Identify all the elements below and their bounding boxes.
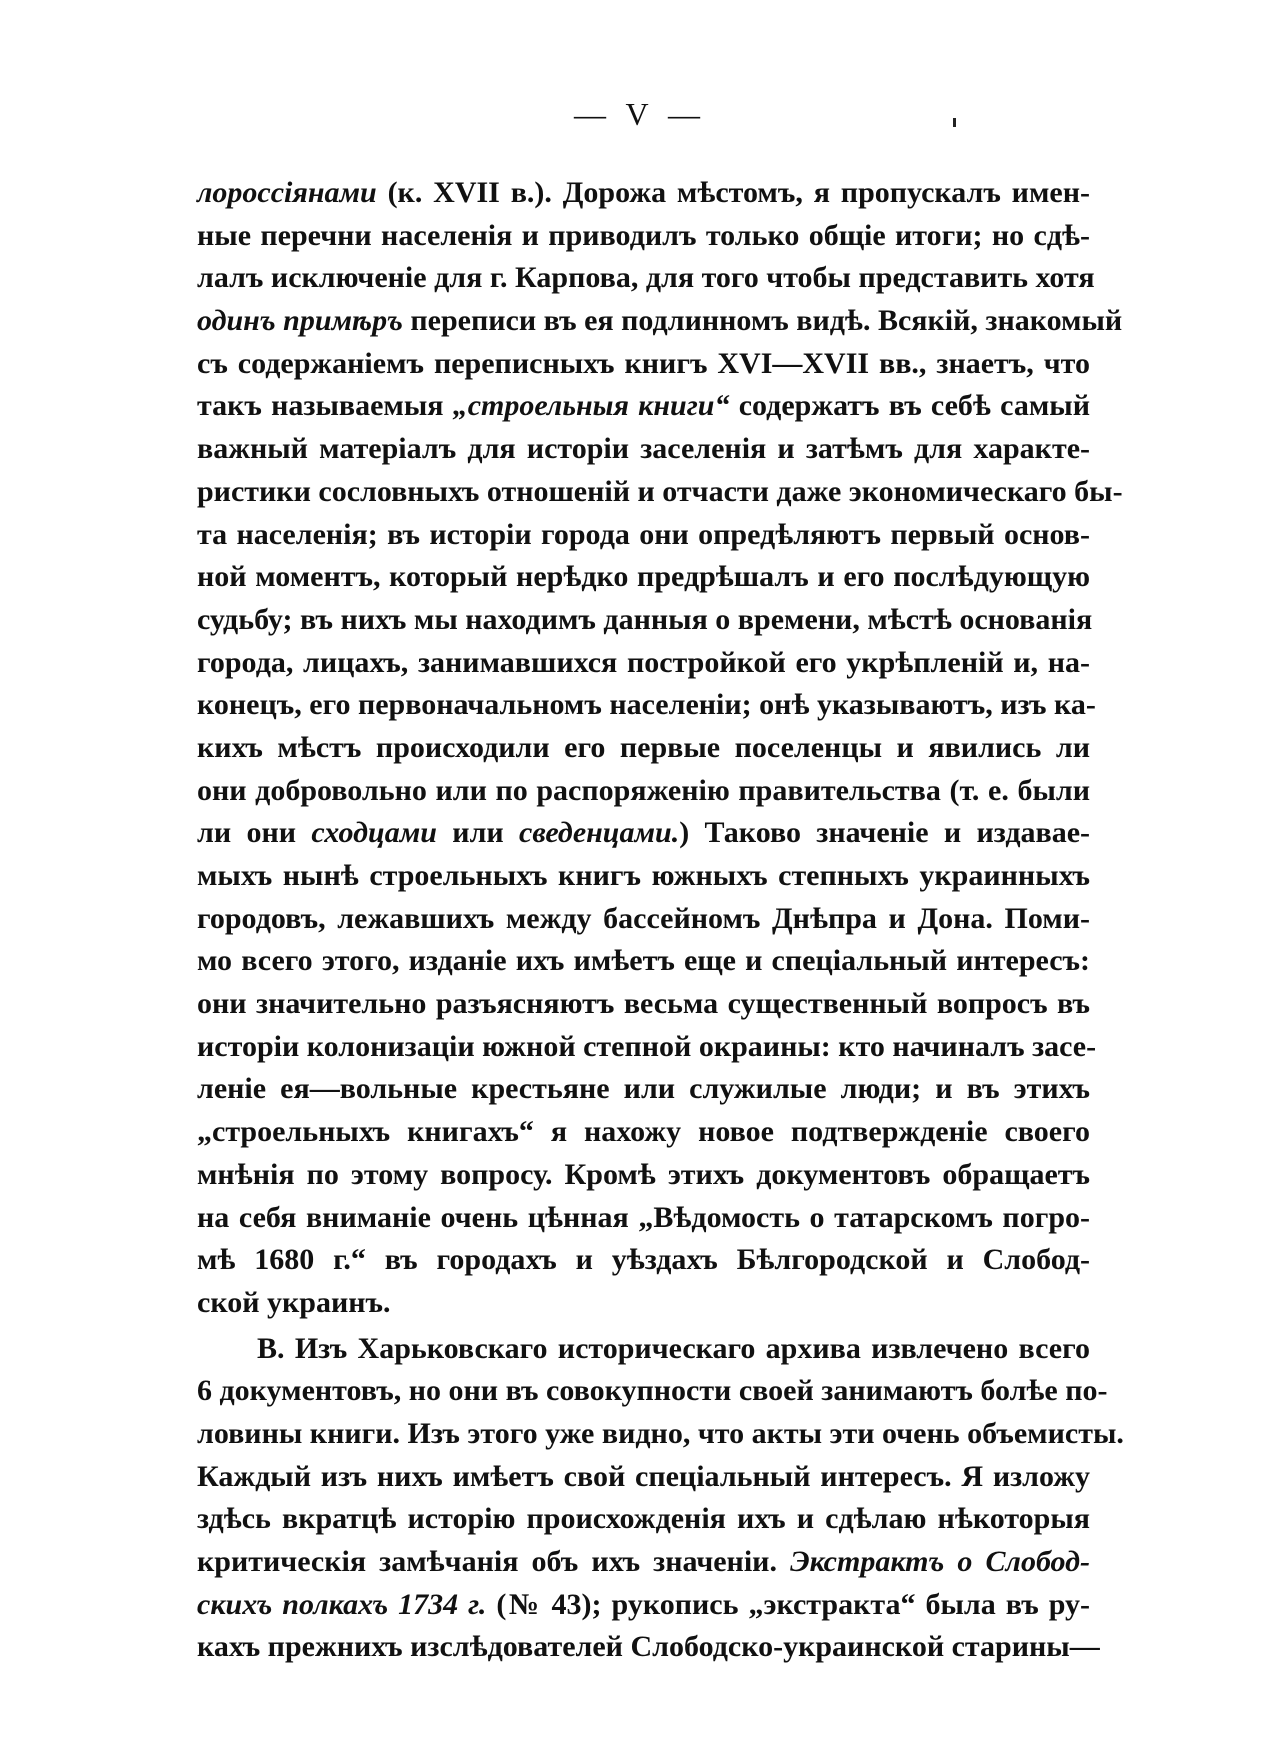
text-run: Каждый изъ нихъ имѣетъ свой спецiальный интересъ. Я изложу (197, 1459, 1090, 1493)
text-run: критическiя замѣчанiя объ ихъ значенiи. (197, 1545, 791, 1578)
text-line (197, 642, 1090, 685)
text-run: „строельныхъ книгахъ“ я нахожу новое подтвержденiе своего (197, 1115, 1090, 1149)
text-line (197, 727, 1090, 770)
text-run: ловины книги. Изъ этого уже видно, что акты эти очень объемисты. (197, 1416, 1124, 1450)
text-line (197, 172, 1090, 215)
italic-text: лороссiянами (197, 176, 377, 209)
text-line (197, 1239, 1090, 1282)
italic-text: „строельныя книги“ (452, 389, 730, 423)
text-line (197, 983, 1090, 1026)
text-line (197, 1413, 1124, 1456)
text-run: конецъ, его первоначальномъ населенiи; онѣ указываютъ, изъ ка- (197, 688, 1096, 722)
text-line (197, 1456, 1090, 1499)
text-line (197, 855, 1090, 898)
text-line (197, 385, 1090, 428)
text-run: городовъ, лежавшихъ между бассейномъ Днѣпра и Дона. Поми- (197, 901, 1090, 935)
page-number: — V — (574, 96, 706, 132)
text-line (197, 1026, 1097, 1069)
text-line (197, 300, 1123, 343)
text-line (197, 1328, 1090, 1371)
text-run: они значительно разъясняютъ весьма существенный вопросъ въ (197, 987, 1090, 1021)
text-line (197, 471, 1123, 514)
text-run: мо всего этого, изданiе ихъ имѣетъ еще и спецiальный интересъ: (197, 944, 1090, 978)
text-run: ные перечни населенiя и приводилъ только общiе итоги; но сдѣ- (197, 218, 1090, 252)
text-run: или (436, 816, 520, 850)
text-run: кахъ прежнихъ изслѣдователей Слободско-украинской старины— (197, 1630, 1100, 1664)
text-run: здѣсь вкратцѣ исторiю происхожденiя ихъ и сдѣлаю нѣкоторыя (197, 1502, 1090, 1536)
scan-speck (953, 118, 956, 127)
text-run: кихъ мѣстъ происходили его первые поселенцы и явились ли (197, 730, 1090, 764)
text-line (197, 514, 1090, 557)
body-text (197, 172, 1124, 1669)
text-run: переписи въ ея подлинномъ видѣ. Всякiй, знакомый (402, 304, 1123, 338)
text-run: исторiи колонизацiи южной степной окраины: кто начиналъ засе- (197, 1029, 1097, 1063)
text-run: (№ 43); рукопись „экстракта“ была въ ру- (486, 1587, 1090, 1621)
italic-text: скихъ полкахъ 1734 г. (197, 1587, 487, 1621)
text-line (197, 684, 1096, 727)
text-line (197, 1111, 1090, 1154)
text-line (197, 428, 1090, 471)
text-line (197, 1498, 1090, 1541)
text-run: мнѣнiя по этому вопросу. Кромѣ этихъ документовъ обращаетъ (197, 1157, 1090, 1191)
text-run: ли они (197, 816, 312, 850)
text-line (197, 1197, 1090, 1240)
text-run: судьбу; въ нихъ мы находимъ данныя о времени, мѣстѣ основанiя (197, 602, 1093, 636)
text-run: лалъ исключенiе для г. Карпова, для того чтобы представить хотя (197, 261, 1095, 295)
text-run: 6 документовъ, но они въ совокупности своей занимаютъ болѣе по- (197, 1374, 1108, 1408)
text-run: В. Изъ Харьковскаго историческаго архива извлечено всего (257, 1331, 1090, 1365)
text-line (197, 898, 1090, 941)
text-run: мѣ 1680 г.“ въ городахъ и уѣздахъ Бѣлгородской и Слобод- (197, 1243, 1090, 1277)
paragraph (197, 172, 1123, 1325)
text-run: города, лицахъ, занимавшихся постройкой его укрѣпленiй и, на- (197, 645, 1090, 679)
text-line (197, 1584, 1090, 1627)
text-run: содержатъ въ себѣ самый (729, 389, 1090, 423)
text-run: ленiе ея—вольные крестьяне или служилые люди; и въ этихъ (197, 1072, 1090, 1106)
text-line (197, 812, 1090, 855)
text-run: съ содержанiемъ переписныхъ книгъ XVI—XVII вв., знаетъ, что (197, 346, 1090, 380)
text-line (197, 770, 1090, 813)
text-run: ской украинъ. (197, 1285, 391, 1319)
italic-text: одинъ примѣръ (197, 304, 403, 338)
text-line (197, 1154, 1090, 1197)
text-run: на себя вниманiе очень цѣнная „Вѣдомость о татарскомъ погро- (197, 1200, 1090, 1234)
text-line (197, 556, 1090, 599)
italic-text: сходцами (311, 816, 437, 850)
paragraph (197, 1328, 1124, 1670)
text-run: мыхъ нынѣ строельныхъ книгъ южныхъ степныхъ украинныхъ (197, 859, 1090, 892)
text-line (197, 1626, 1100, 1669)
text-line (197, 940, 1090, 983)
text-line (197, 343, 1090, 386)
text-run: такъ называемыя (197, 389, 453, 423)
text-line (197, 257, 1095, 300)
text-line (197, 599, 1093, 642)
text-line (197, 1068, 1090, 1111)
text-line (197, 1282, 1090, 1325)
text-line (197, 215, 1090, 258)
text-run: они добровольно или по распоряженiю правительства (т. е. были (197, 773, 1090, 807)
text-line (197, 1541, 1090, 1584)
text-line (197, 1370, 1108, 1413)
text-run: та населенiя; въ исторiи города они опредѣляютъ первый основ- (197, 517, 1090, 551)
italic-text: сведенцами. (519, 816, 680, 850)
text-run: ристики сословныхъ отношенiй и отчасти даже экономическаго бы- (197, 474, 1123, 508)
text-run: важный матерiалъ для исторiи заселенiя и затѣмъ для характе- (197, 432, 1090, 466)
text-run: ) Таково значенiе и издавае- (679, 816, 1091, 850)
italic-text: Экстрактъ о Слобод- (790, 1545, 1090, 1578)
text-run: (к. XVII в.). Дорожа мѣстомъ, я пропускалъ имен- (376, 176, 1090, 209)
text-run: ной моментъ, который нерѣдко предрѣшалъ и его послѣдующую (197, 560, 1090, 594)
